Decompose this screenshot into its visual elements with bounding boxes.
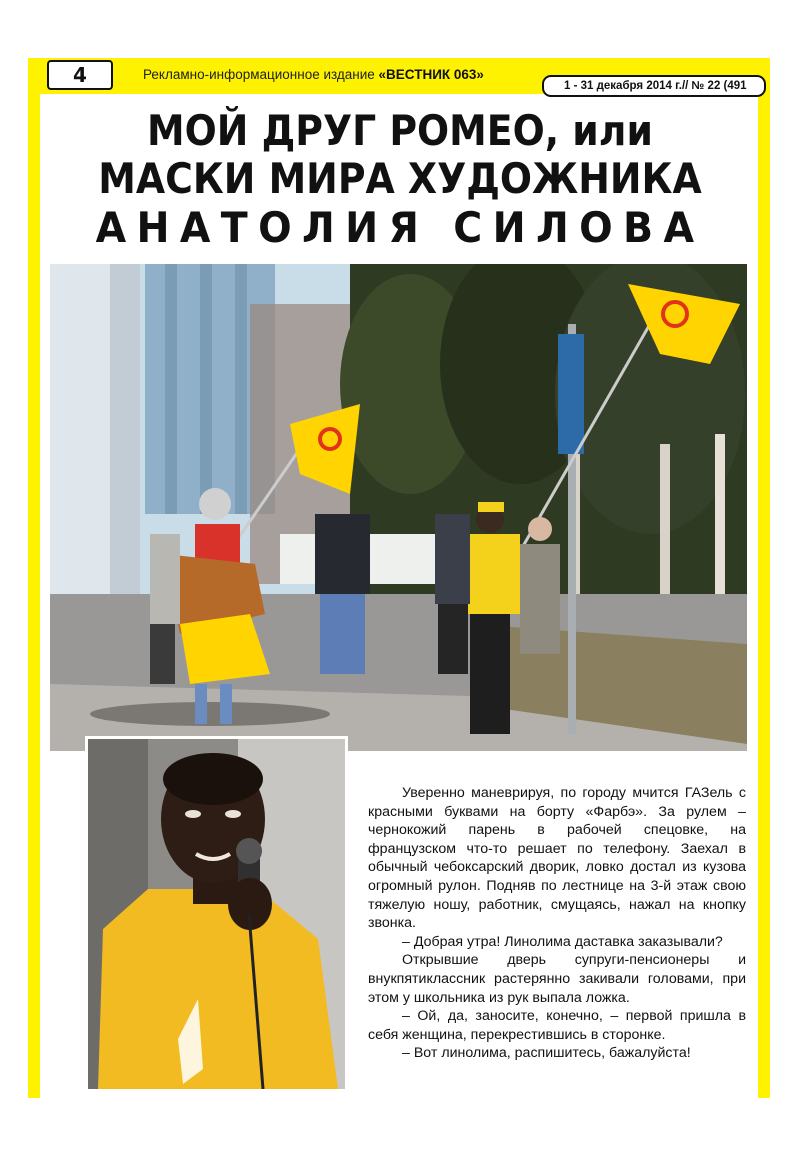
publication-line (143, 67, 484, 82)
article-paragraph: – Добрая утра! Линолима даставка заказывали? (402, 933, 723, 950)
headline-line-3: АНАТОЛИЯ СИЛОВА (95, 203, 705, 252)
article-paragraph: Открывшие дверь супруги-пенсионеры и внукпятиклассник растерянно закивали головами, при этом у школьника из рук выпала ложка. (368, 952, 746, 1006)
yellow-frame-left (28, 58, 40, 1098)
page-number: 4 (47, 60, 113, 90)
publication-name: «ВЕСТНИК 063» (378, 67, 484, 82)
portrait-photo (85, 736, 348, 1092)
headline-line-2: МАСКИ МИРА ХУДОЖНИКА (98, 154, 702, 203)
article-paragraph: – Вот линолима, распишитесь, бажалуйста! (402, 1045, 691, 1062)
headline-line-1: МОЙ ДРУГ РОМЕО, или (147, 106, 653, 155)
yellow-frame-right (758, 58, 770, 1098)
main-photo (50, 264, 747, 751)
article-paragraph: Уверенно маневрируя, по городу мчится ГАЗель с красными буквами на борту «Фарбэ». За рулем – чернокожий парень в рабочей спецовке, на французском что-то решает по телефону. Заехал в обычный чебоксарский дворик, ловко достал из кузова огромный рулон. Подняв по лестнице на 3-й этаж свою тяжелую ношу, работник, смущаясь, нажал на кнопку звонка. (368, 785, 746, 932)
publication-prefix: Рекламно-информационное издание (143, 67, 379, 82)
issue-date: 1 - 31 декабря 2014 г.// № 22 (491 (542, 75, 766, 97)
article-body (368, 784, 746, 1063)
article-paragraph: – Ой, да, заносите, конечно, – первой пришла в себя женщина, перекрестившись в сторонке. (368, 1008, 746, 1043)
